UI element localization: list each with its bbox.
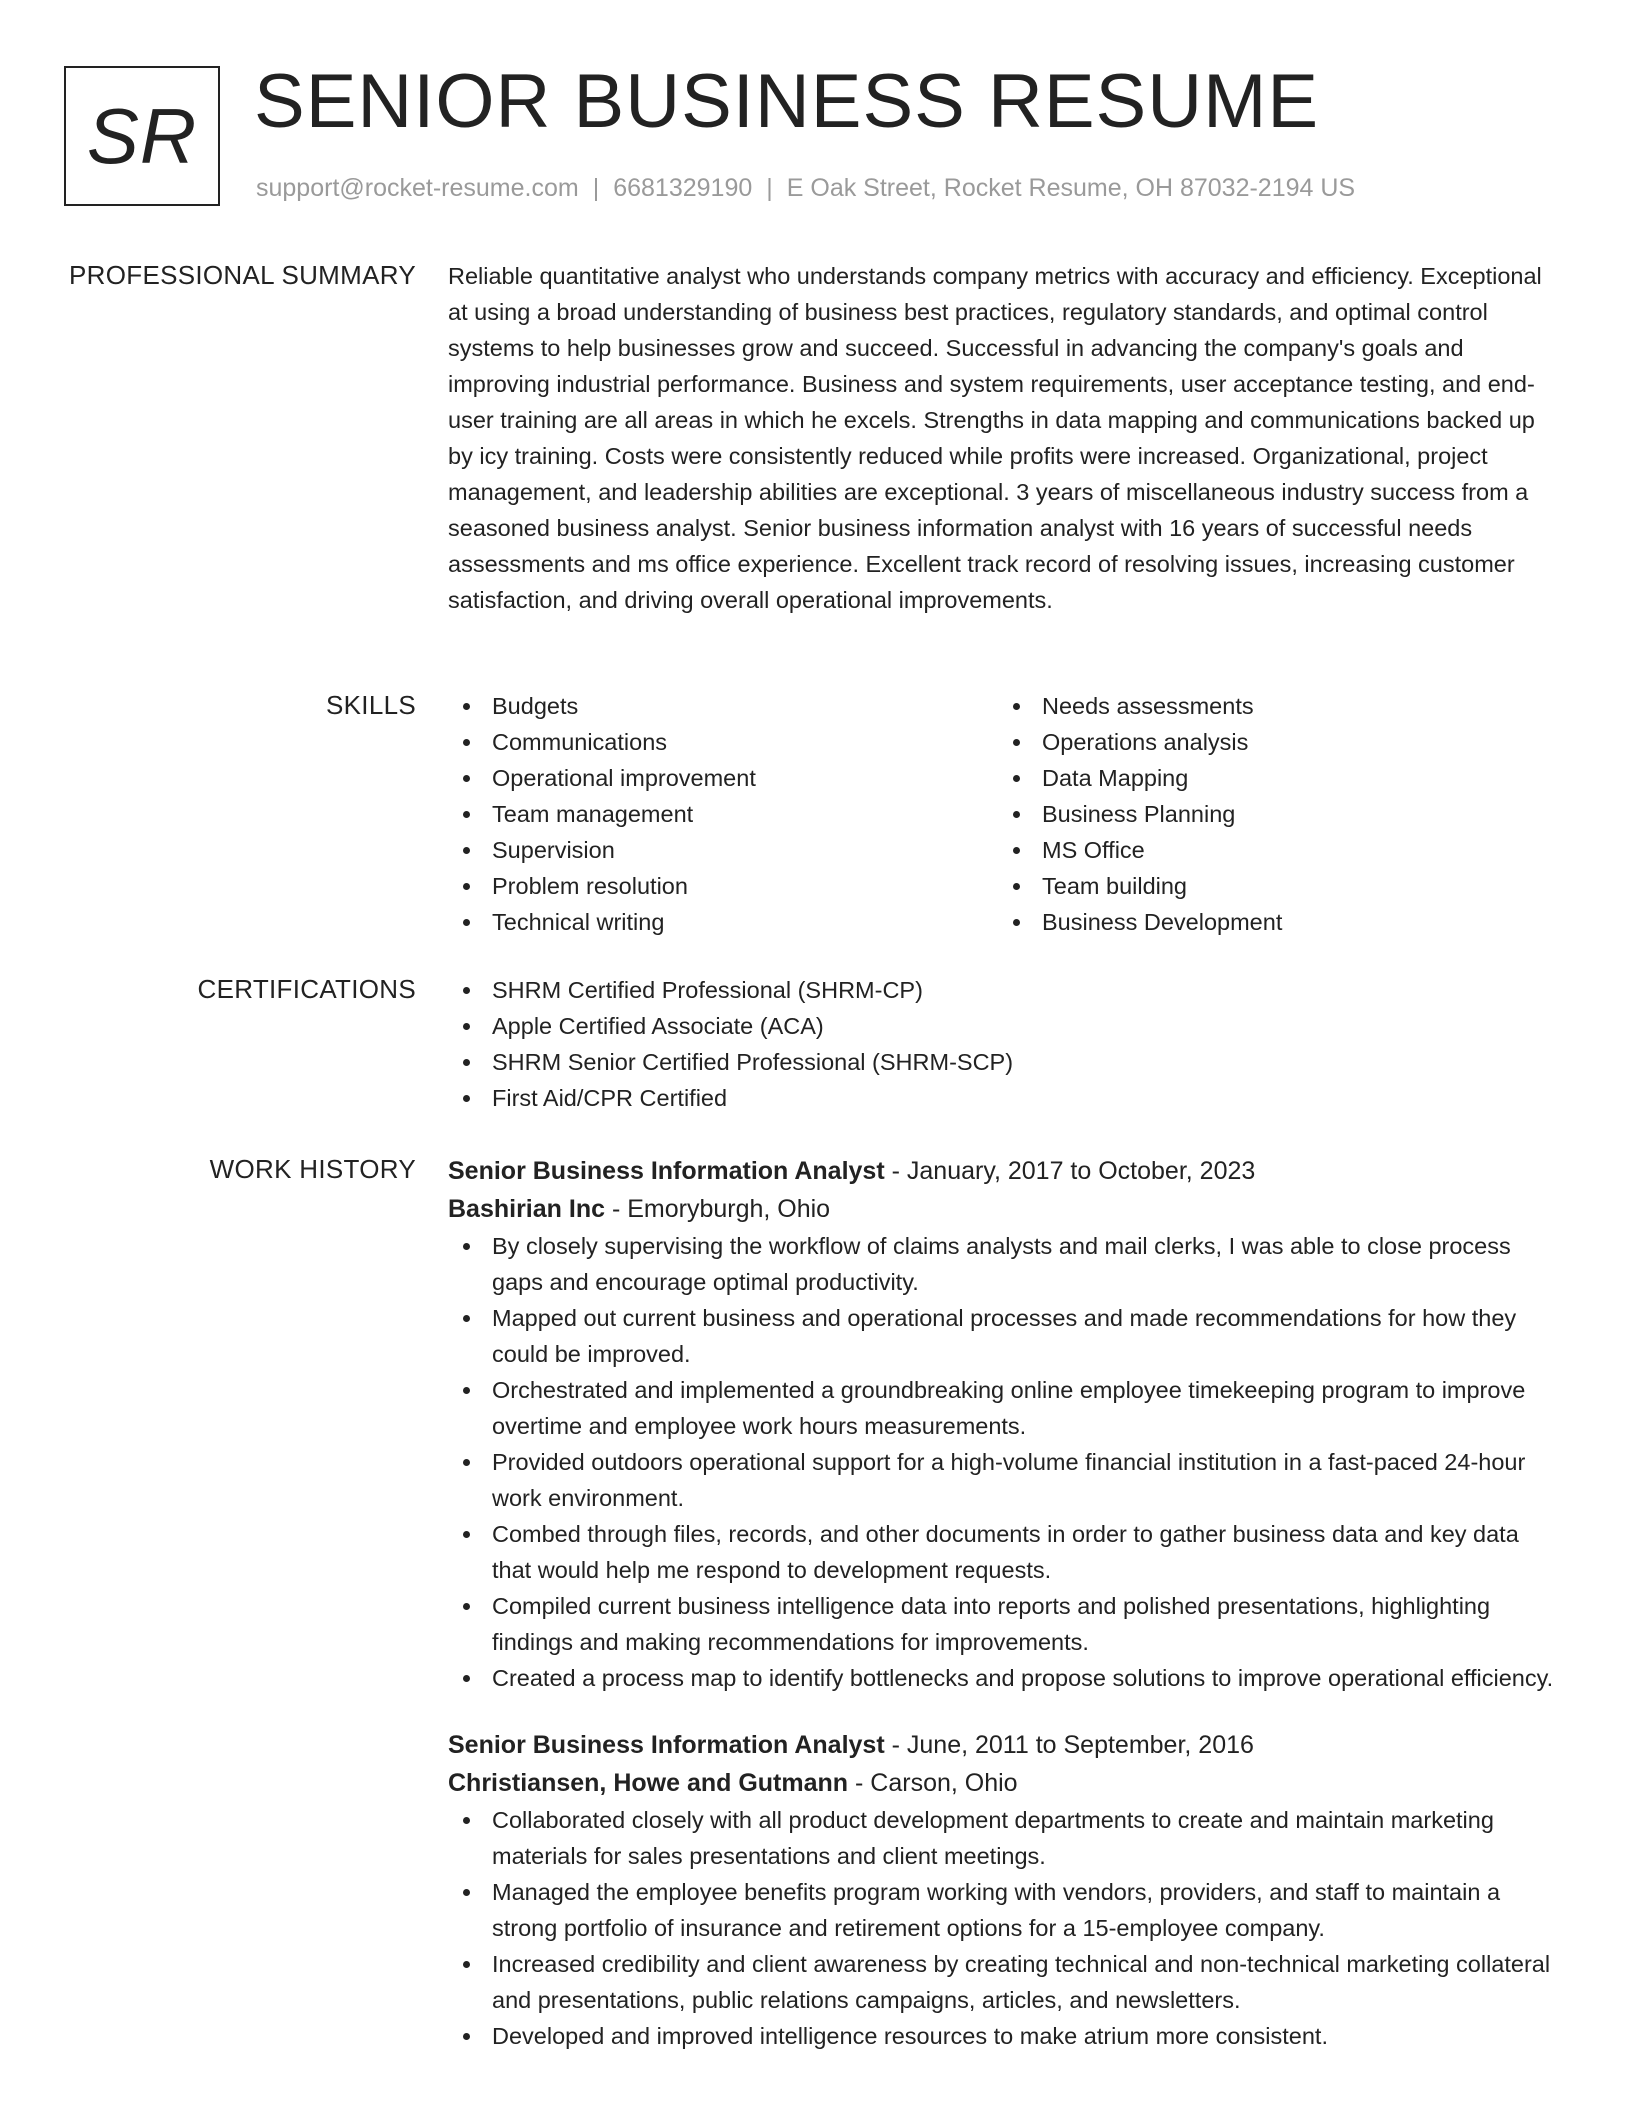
contact-email: support@rocket-resume.com [256, 174, 579, 202]
skill-item: Business Planning [998, 796, 1558, 832]
skill-item: Team building [998, 868, 1558, 904]
certification-item: SHRM Certified Professional (SHRM-CP) [448, 972, 1564, 1008]
certification-item: SHRM Senior Certified Professional (SHRM-SCP) [448, 1044, 1564, 1080]
work-history-body [448, 1152, 1564, 2054]
certification-item: First Aid/CPR Certified [448, 1080, 1564, 1116]
job-bullet: Orchestrated and implemented a groundbreaking online employee timekeeping program to improve overtime and employee work hours measurements. [448, 1372, 1564, 1444]
job-bullet: Created a process map to identify bottlenecks and propose solutions to improve operational efficiency. [448, 1660, 1564, 1696]
contact-address: E Oak Street, Rocket Resume, OH 87032-2194 US [786, 174, 1356, 202]
job-bullet: Increased credibility and client awareness by creating technical and non-technical marketing collateral and presentations, public relations campaigns, articles, and newsletters. [448, 1946, 1564, 2018]
certifications-list [448, 972, 1564, 1116]
job-company: Christiansen, Howe and Gutmann [448, 1769, 849, 1797]
skill-item: Operational improvement [448, 760, 998, 796]
certifications-body [448, 972, 1564, 1116]
contact-separator: | [592, 174, 600, 202]
job-bullet: Managed the employee benefits program working with vendors, providers, and staff to maintain a strong portfolio of insurance and retirement options for a 15-employee company. [448, 1874, 1564, 1946]
skill-item: Technical writing [448, 904, 998, 940]
summary-heading: PROFESSIONAL SUMMARY [69, 260, 416, 290]
skill-item: Supervision [448, 832, 998, 868]
job-bullet: Provided outdoors operational support for a high-volume financial institution in a fast-paced 24-hour work environment. [448, 1444, 1564, 1516]
job-company-line [448, 1190, 1564, 1228]
skill-item: Problem resolution [448, 868, 998, 904]
contact-line [256, 174, 1355, 203]
skill-item: Team management [448, 796, 998, 832]
job-company-line [448, 1764, 1564, 1802]
resume-title: SENIOR BUSINESS RESUME [254, 59, 1320, 144]
skills-columns [448, 688, 1564, 940]
work-history-heading: WORK HISTORY [209, 1154, 416, 1184]
job-bullet-list [448, 1802, 1564, 2054]
job-dates: - June, 2011 to September, 2016 [884, 1731, 1254, 1759]
skills-list-left [448, 688, 998, 940]
monogram-text: SR [86, 91, 198, 180]
job-bullet: Collaborated closely with all product development departments to create and maintain marketing materials for sales presentations and client meetings. [448, 1802, 1564, 1874]
certifications-heading: CERTIFICATIONS [197, 974, 416, 1004]
skill-item: Operations analysis [998, 724, 1558, 760]
skill-item: Budgets [448, 688, 998, 724]
job-bullet: By closely supervising the workflow of claims analysts and mail clerks, I was able to close process gaps and encourage optimal productivity. [448, 1228, 1564, 1300]
skill-item: Needs assessments [998, 688, 1558, 724]
contact-phone: 6681329190 [613, 174, 753, 202]
job-title: Senior Business Information Analyst [448, 1731, 885, 1759]
skill-item: Data Mapping [998, 760, 1558, 796]
job-bullet: Mapped out current business and operational processes and made recommendations for how they could be improved. [448, 1300, 1564, 1372]
job-title: Senior Business Information Analyst [448, 1157, 885, 1185]
job-entry [448, 1152, 1564, 1696]
job-location: - Emoryburgh, Ohio [605, 1195, 831, 1223]
skill-item: Communications [448, 724, 998, 760]
job-company: Bashirian Inc [448, 1195, 605, 1223]
job-bullet: Developed and improved intelligence resources to make atrium more consistent. [448, 2018, 1564, 2054]
skill-item: Business Development [998, 904, 1558, 940]
skill-item: MS Office [998, 832, 1558, 868]
contact-separator: | [766, 174, 773, 202]
summary-text: Reliable quantitative analyst who understands company metrics with accuracy and efficiency. Exceptional at using a broad understanding of business best practices, regulatory standards, and optimal control systems to help businesses grow and succeed. Successful in advancing the company's goals and improving industrial performance. Business and system requirements, user acceptance testing, and end-user training are all areas in which he excels. Strengths in data mapping and communications backed up by icy training. Costs were consistently reduced while profits were increased. Organizational, project management, and leadership abilities are exceptional. 3 years of miscellaneous industry success from a seasoned business analyst. Senior business information analyst with 16 years of successful needs assessments and ms office experience. Excellent track record of resolving issues, increasing customer satisfaction, and driving overall operational improvements. [448, 263, 1542, 613]
job-bullet: Combed through files, records, and other documents in order to gather business data and key data that would help me respond to development requests. [448, 1516, 1564, 1588]
skills-list-right [998, 688, 1558, 940]
monogram-badge [64, 66, 220, 206]
job-title-line [448, 1152, 1564, 1190]
job-bullet: Compiled current business intelligence data into reports and polished presentations, highlighting findings and making recommendations for improvements. [448, 1588, 1564, 1660]
job-entry [448, 1726, 1564, 2054]
job-location: - Carson, Ohio [848, 1769, 1018, 1797]
skills-heading: SKILLS [326, 690, 416, 720]
job-dates: - January, 2017 to October, 2023 [884, 1157, 1256, 1185]
certification-item: Apple Certified Associate (ACA) [448, 1008, 1564, 1044]
job-title-line [448, 1726, 1564, 1764]
job-bullet-list [448, 1228, 1564, 1696]
